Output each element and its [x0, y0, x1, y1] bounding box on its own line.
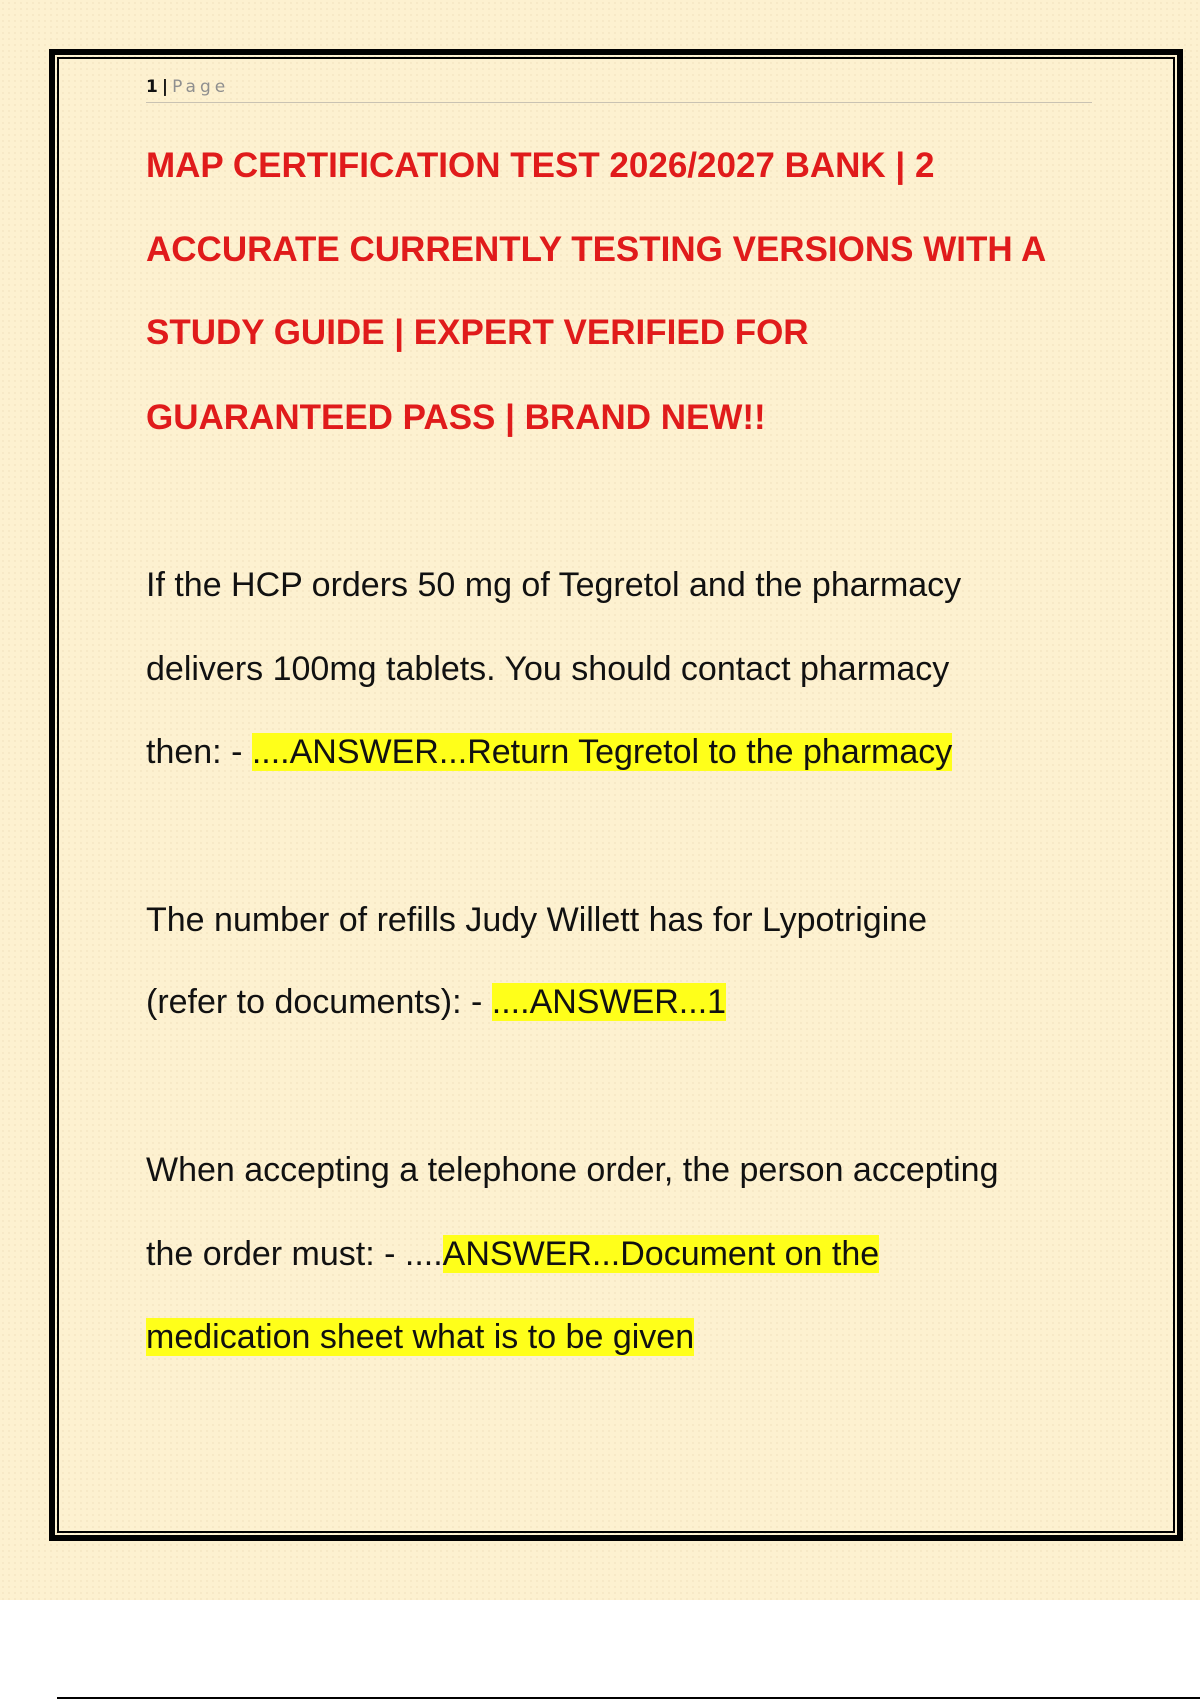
question-3-prefix: the order must: - .... — [146, 1235, 443, 1273]
page-inner-border — [57, 57, 1175, 1533]
document-title-line-2: ACCURATE CURRENTLY TESTING VERSIONS WITH A — [146, 230, 1047, 269]
footer-divider — [57, 1697, 1200, 1699]
document-title-line-4: GUARANTEED PASS | BRAND NEW!! — [146, 398, 766, 437]
question-3-answer-part-1: ANSWER...Document on the — [442, 1235, 880, 1273]
document-title-line-3: STUDY GUIDE | EXPERT VERIFIED FOR — [146, 313, 809, 352]
page-separator: | — [161, 77, 169, 97]
question-3-line-3 — [146, 1315, 694, 1359]
question-2-line-1: The number of refills Judy Willett has for Lypotrigine — [146, 901, 928, 939]
question-2-answer: ....ANSWER...1 — [491, 983, 727, 1021]
question-1-line-2: delivers 100mg tablets. You should contact pharmacy — [146, 650, 950, 688]
page-number: 1 — [146, 77, 158, 97]
page-label: Page — [172, 77, 230, 97]
question-1-line-1: If the HCP orders 50 mg of Tegretol and the pharmacy — [146, 566, 962, 604]
question-3-line-2 — [146, 1232, 879, 1276]
question-3-answer-part-2: medication sheet what is to be given — [146, 1318, 695, 1356]
question-2-line-2 — [146, 980, 726, 1024]
page-header — [146, 76, 1092, 103]
question-1-prefix: then: - — [146, 733, 252, 771]
question-1-answer: ....ANSWER...Return Tegretol to the pharmacy — [251, 733, 953, 771]
question-1-line-3 — [146, 730, 952, 774]
document-title-line-1: MAP CERTIFICATION TEST 2026/2027 BANK | 2 — [146, 146, 935, 185]
question-3-line-1: When accepting a telephone order, the person accepting — [146, 1151, 999, 1189]
question-2-prefix: (refer to documents): - — [146, 983, 492, 1021]
